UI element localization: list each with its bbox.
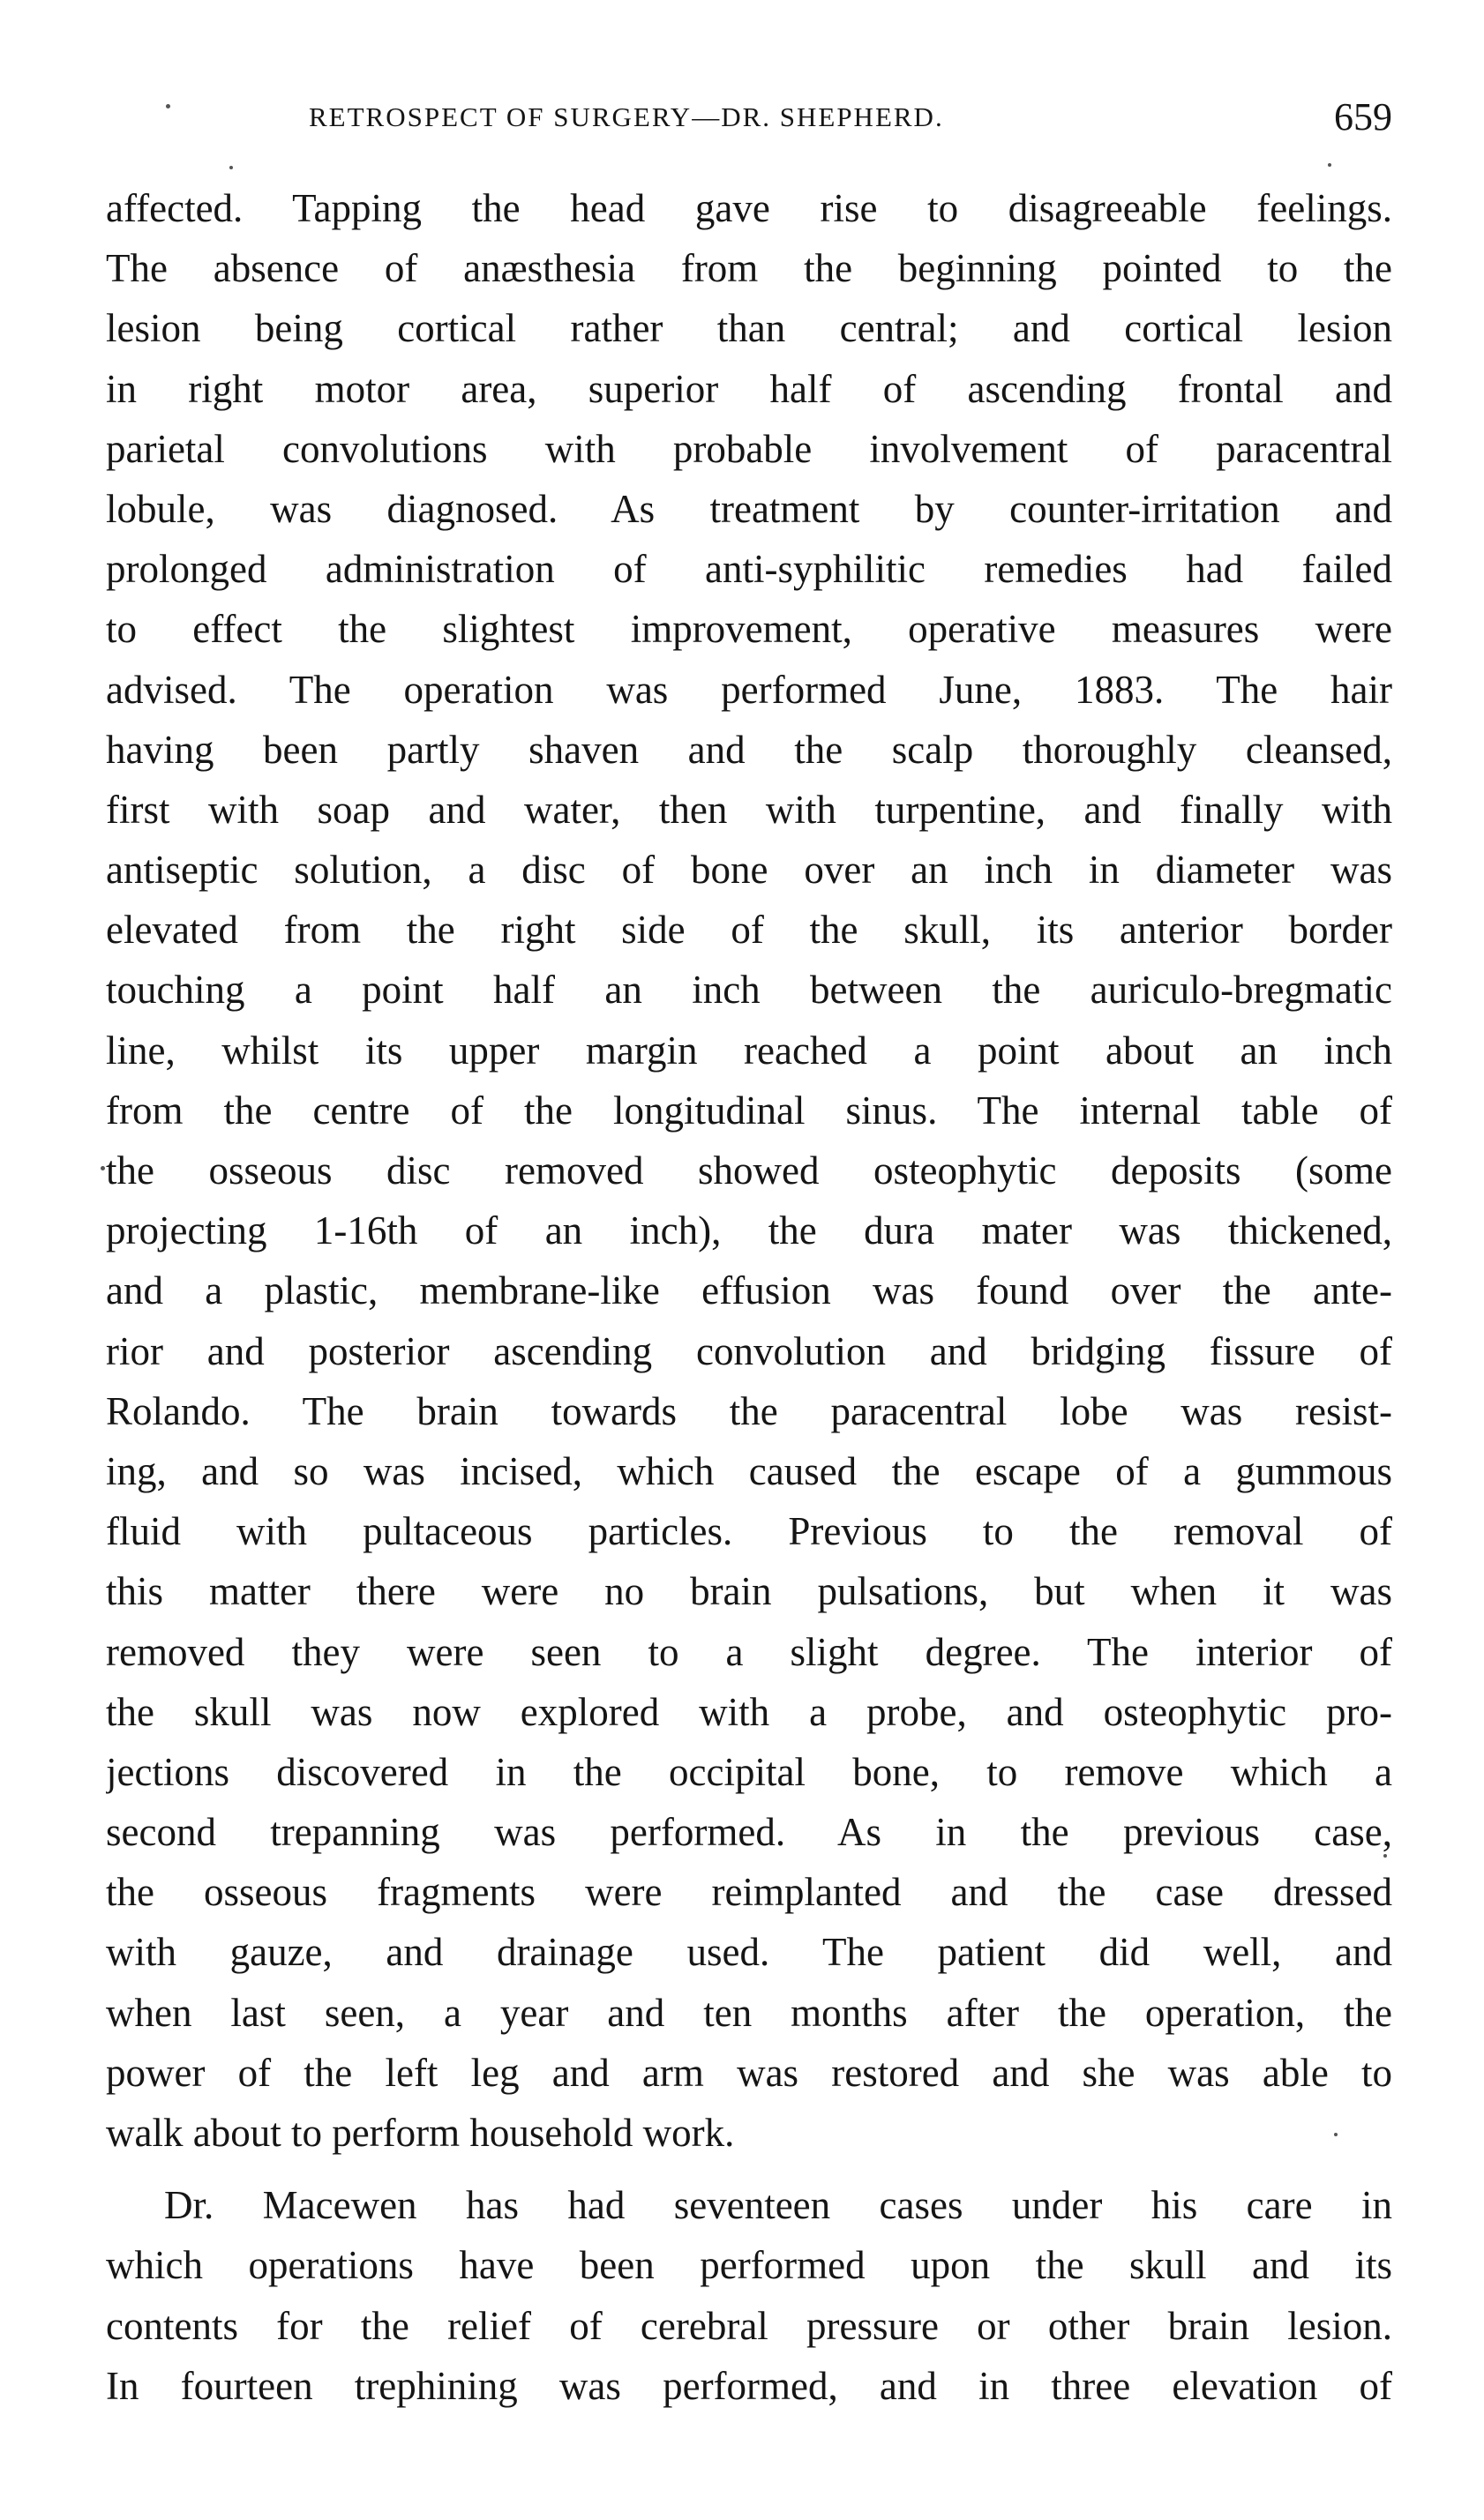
text-line: with gauze, and drainage used. The patient did well, and	[106, 1930, 1392, 1975]
text-line: the osseous fragments were reimplanted and the case dressed	[106, 1870, 1392, 1915]
text-line: first with soap and water, then with turpentine, and finally with	[106, 787, 1392, 832]
text-line: this matter there were no brain pulsations, but when it was	[106, 1569, 1392, 1614]
text-line: prolonged administration of anti-syphilitic remedies had failed	[106, 547, 1392, 592]
text-line: projecting 1-16th of an inch), the dura mater was thickened,	[106, 1208, 1392, 1253]
text-line: antiseptic solution, a disc of bone over an inch in diameter was	[106, 848, 1392, 893]
scan-speck	[229, 166, 233, 169]
text-line: jections discovered in the occipital bone, to remove which a	[106, 1749, 1392, 1794]
text-line: The absence of anæsthesia from the beginning pointed to the	[106, 246, 1392, 291]
text-line: lobule, was diagnosed. As treatment by counter-irritation and	[106, 486, 1392, 531]
text-line: In fourteen trephining was performed, and in three elevation of	[106, 2363, 1392, 2408]
scan-speck	[1328, 163, 1331, 167]
scan-speck	[166, 104, 170, 108]
paragraph-spacer	[106, 2163, 1392, 2175]
text-line: parietal convolutions with probable involvement of paracentral	[106, 426, 1392, 471]
text-line: to effect the slightest improvement, operative measures were	[106, 607, 1392, 652]
text-line: ing, and so was incised, which caused the escape of a gummous	[106, 1448, 1392, 1493]
text-line: power of the left leg and arm was restored and she was able to	[106, 2050, 1392, 2095]
text-line: rior and posterior ascending convolution and bridging fissure of	[106, 1328, 1392, 1373]
text-line: second trepanning was performed. As in the previous case,	[106, 1810, 1392, 1855]
running-head: RETROSPECT OF SURGERY—DR. SHEPHERD.	[309, 101, 944, 132]
page-header	[106, 93, 1392, 146]
text-line: affected. Tapping the head gave rise to disagreeable feelings.	[106, 186, 1392, 230]
text-line: in right motor area, superior half of ascending frontal and	[106, 366, 1392, 411]
text-line: Dr. Macewen has had seventeen cases under his care in	[164, 2183, 1392, 2228]
scan-speck	[101, 1166, 105, 1170]
text-line: from the centre of the longitudinal sinus. The internal table of	[106, 1088, 1392, 1133]
text-line: the osseous disc removed showed osteophytic deposits (some	[106, 1148, 1392, 1193]
text-line: when last seen, a year and ten months after the operation, the	[106, 1990, 1392, 2035]
text-line: line, whilst its upper margin reached a point about an inch	[106, 1028, 1392, 1073]
page-number: 659	[1334, 95, 1392, 138]
paragraph-case-report	[106, 178, 1392, 2163]
text-line: elevated from the right side of the skull, its anterior border	[106, 908, 1392, 953]
text-line: removed they were seen to a slight degree. The interior of	[106, 1629, 1392, 1674]
text-line: fluid with pultaceous particles. Previous to the removal of	[106, 1509, 1392, 1554]
text-line: touching a point half an inch between the auriculo-bregmatic	[106, 968, 1392, 1013]
text-line: having been partly shaven and the scalp thoroughly cleansed,	[106, 727, 1392, 772]
text-line: the skull was now explored with a probe, and osteophytic pro-	[106, 1689, 1392, 1734]
text-line: and a plastic, membrane-like effusion was found over the ante-	[106, 1268, 1392, 1313]
text-line: walk about to perform household work.	[106, 2111, 735, 2155]
text-line: lesion being cortical rather than central; and cortical lesion	[106, 306, 1392, 351]
scan-speck	[1383, 1854, 1387, 1858]
body-text	[106, 178, 1392, 2416]
text-line: contents for the relief of cerebral pressure or other brain lesion.	[106, 2303, 1392, 2348]
text-line: which operations have been performed upon the skull and its	[106, 2243, 1392, 2288]
text-line: advised. The operation was performed June, 1883. The hair	[106, 667, 1392, 712]
paragraph-macewen-cases	[106, 2175, 1392, 2416]
scan-speck	[1334, 2133, 1338, 2136]
text-line: Rolando. The brain towards the paracentral lobe was resist-	[106, 1388, 1392, 1433]
